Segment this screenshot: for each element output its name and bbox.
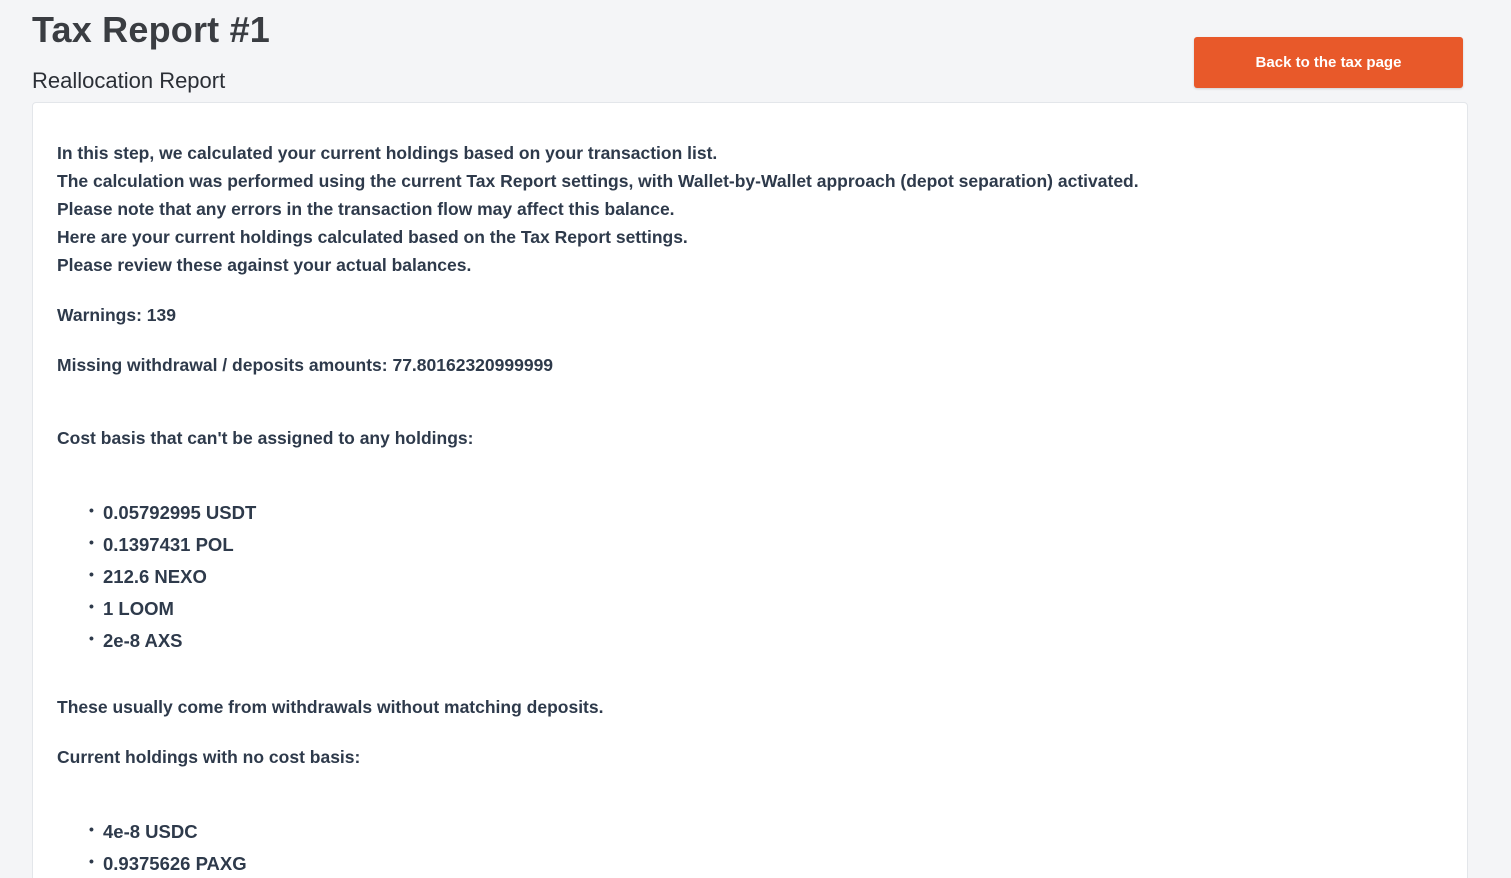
- list-item-label: 2e-8 AXS: [103, 630, 183, 651]
- bullet-icon: •: [89, 821, 94, 837]
- list-item: [89, 529, 1443, 561]
- list-item: [89, 497, 1443, 529]
- page-title: Tax Report #1: [32, 9, 271, 50]
- bullet-icon: •: [89, 566, 94, 582]
- intro-line: Please review these against your actual balances.: [57, 255, 472, 275]
- report-card: [32, 102, 1468, 878]
- list-item-label: 0.05792995 USDT: [103, 502, 257, 523]
- no-cost-basis-heading: Current holdings with no cost basis:: [57, 747, 361, 767]
- list-item-label: 4e-8 USDC: [103, 821, 198, 842]
- list-item: [89, 816, 1443, 848]
- no-cost-basis-list: [57, 816, 1443, 878]
- cost-basis-heading: Cost basis that can't be assigned to any holdings:: [57, 428, 474, 448]
- bullet-icon: •: [89, 534, 94, 550]
- bullet-icon: •: [89, 502, 94, 518]
- intro-line: Here are your current holdings calculated based on the Tax Report settings.: [57, 227, 688, 247]
- missing-amounts: Missing withdrawal / deposits amounts: 77.80162320999999: [57, 355, 554, 375]
- list-item: [89, 625, 1443, 657]
- intro-line: Please note that any errors in the transaction flow may affect this balance.: [57, 199, 675, 219]
- list-item: [89, 561, 1443, 593]
- back-to-tax-page-button[interactable]: Back to the tax page: [1194, 37, 1463, 88]
- list-item-label: 212.6 NEXO: [103, 566, 207, 587]
- list-item: [89, 593, 1443, 625]
- list-item-label: 1 LOOM: [103, 598, 174, 619]
- intro-line: In this step, we calculated your current holdings based on your transaction list.: [57, 143, 718, 163]
- list-item-label: 0.1397431 POL: [103, 534, 234, 555]
- cost-basis-list: [57, 497, 1443, 657]
- bullet-icon: •: [89, 853, 94, 869]
- intro-line: The calculation was performed using the current Tax Report settings, with Wallet-by-Wallet approach (depot separation) activated.: [57, 171, 1139, 191]
- warnings-count: Warnings: 139: [57, 305, 176, 325]
- bullet-icon: •: [89, 630, 94, 646]
- cost-basis-note: These usually come from withdrawals without matching deposits.: [57, 697, 604, 717]
- bullet-icon: •: [89, 598, 94, 614]
- page-subtitle: Reallocation Report: [32, 68, 226, 93]
- list-item: [89, 848, 1443, 878]
- list-item-label: 0.9375626 PAXG: [103, 853, 247, 874]
